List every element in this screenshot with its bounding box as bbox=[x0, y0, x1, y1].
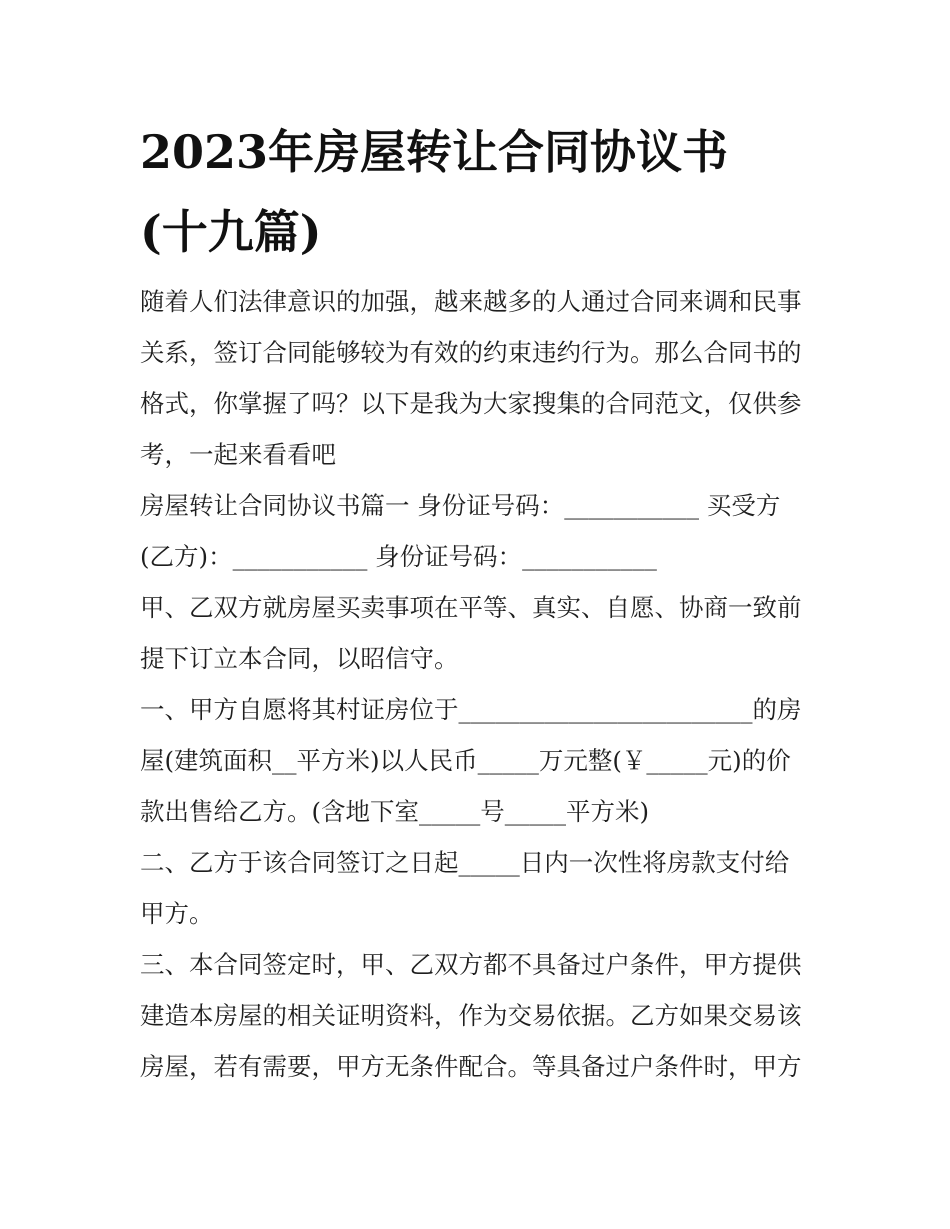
body-line: 关系，签订合同能够较为有效的约束违约行为。那么合同书的 bbox=[140, 338, 802, 367]
body-line: 三、本合同签定时，甲、乙双方都不具备过户条件，甲方提供 bbox=[140, 950, 802, 979]
body-line: 提下订立本合同，以昭信守。 bbox=[140, 644, 459, 673]
body-line: 甲、乙双方就房屋买卖事项在平等、真实、自愿、协商一致前 bbox=[140, 593, 802, 622]
body-line: 考，一起来看看吧 bbox=[140, 440, 336, 469]
body-line: 建造本房屋的相关证明资料，作为交易依据。乙方如果交易该 bbox=[140, 1001, 802, 1030]
body-line: 一、甲方自愿将其村证房位于________________________的房 bbox=[140, 695, 802, 724]
body-line: (乙方)：___________ 身份证号码：___________ bbox=[140, 542, 657, 571]
body-line: 格式，你掌握了吗？以下是我为大家搜集的合同范文，仅供参 bbox=[140, 389, 802, 418]
body-line: 二、乙方于该合同签订之日起_____日内一次性将房款支付给 bbox=[140, 848, 790, 877]
body-line: 房屋转让合同协议书篇一 身份证号码：___________ 买受方 bbox=[140, 491, 781, 520]
body-line: 随着人们法律意识的加强，越来越多的人通过合同来调和民事 bbox=[140, 287, 802, 316]
body-line: 房屋，若有需要，甲方无条件配合。等具备过户条件时，甲方 bbox=[140, 1052, 802, 1081]
body-line: 甲方。 bbox=[140, 899, 214, 928]
body-line: 屋(建筑面积__平方米)以人民币_____万元整(￥_____元)的价 bbox=[140, 746, 791, 775]
document-title bbox=[140, 112, 820, 272]
title-line-2: (十九篇) bbox=[140, 205, 322, 259]
title-line-1: 2023年房屋转让合同协议书 bbox=[140, 125, 729, 179]
document-body bbox=[140, 276, 820, 1092]
body-line: 款出售给乙方。(含地下室_____号_____平方米) bbox=[140, 797, 650, 826]
